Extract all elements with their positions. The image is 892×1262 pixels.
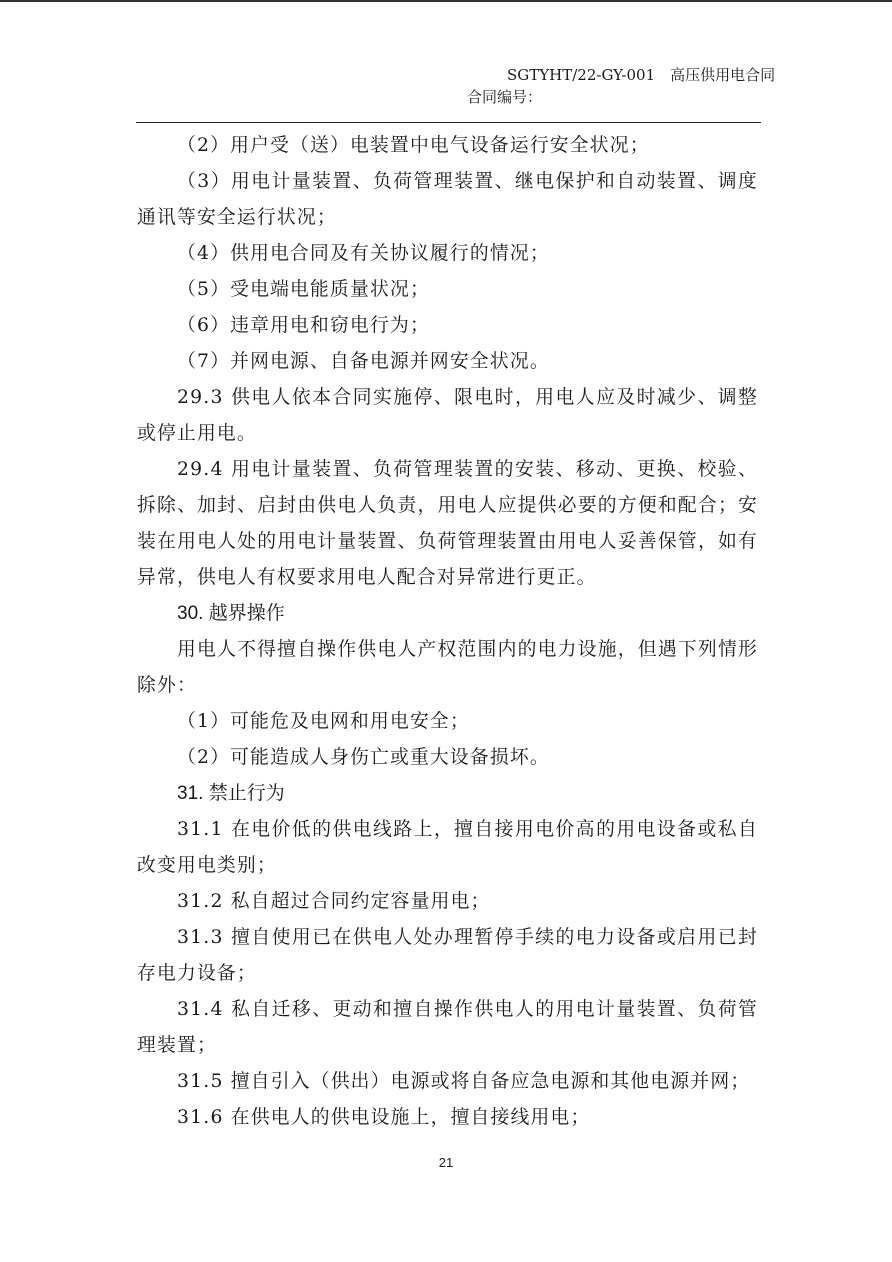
paragraph: 31.5 擅自引入（供出）电源或将自备应急电源和其他电源并网； xyxy=(177,1071,751,1092)
paragraph: （2）可能造成人身伤亡或重大设备损坏。 xyxy=(177,747,550,768)
page-number: 21 xyxy=(438,1155,454,1170)
paragraph: 31.6 在供电人的供电设施上，擅自接线用电； xyxy=(177,1107,591,1128)
page-top-border xyxy=(0,0,892,2)
document-body xyxy=(137,128,758,1136)
contract-number-label: 合同编号： xyxy=(467,88,543,106)
contract-code: SGTYHT/22-GY-001 高压供用电合同 xyxy=(507,66,776,84)
paragraph: （2）用户受（送）电装置中电气设备运行安全状况； xyxy=(177,135,650,156)
paragraph: （6）违章用电和窃电行为； xyxy=(177,315,430,336)
paragraph: （7）并网电源、自备电源并网安全状况。 xyxy=(177,351,550,372)
paragraph: 31.1 在电价低的供电线路上，擅自接用电价高的用电设备或私自改变用电类别； xyxy=(137,819,758,876)
section-heading-30: 30. 越界操作 xyxy=(177,603,285,624)
section-heading-31: 31. 禁止行为 xyxy=(177,783,285,804)
paragraph: （4）供用电合同及有关协议履行的情况； xyxy=(177,243,550,264)
paragraph: （3）用电计量装置、负荷管理装置、继电保护和自动装置、调度通讯等安全运行状况； xyxy=(137,171,758,228)
header-rule xyxy=(136,122,761,123)
paragraph: 29.3 供电人依本合同实施停、限电时，用电人应及时减少、调整或停止用电。 xyxy=(137,387,758,444)
paragraph: 31.4 私自迁移、更动和擅自操作供电人的用电计量装置、负荷管理装置； xyxy=(137,999,758,1056)
paragraph: 31.3 擅自使用已在供电人处办理暂停手续的电力设备或启用已封存电力设备； xyxy=(137,927,758,984)
paragraph: 31.2 私自超过合同约定容量用电； xyxy=(177,891,491,912)
paragraph: （5）受电端电能质量状况； xyxy=(177,279,430,300)
paragraph: （1）可能危及电网和用电安全； xyxy=(177,711,470,732)
paragraph: 29.4 用电计量装置、负荷管理装置的安装、移动、更换、校验、拆除、加封、启封由供电人负责，用电人应提供必要的方便和配合；安装在用电人处的用电计量装置、负荷管理装置由用电人妥善保管，如有异常，供电人有权要求用电人配合对异常进行更正。 xyxy=(137,459,758,588)
paragraph: 用电人不得擅自操作供电人产权范围内的电力设施，但遇下列情形除外： xyxy=(137,639,758,696)
